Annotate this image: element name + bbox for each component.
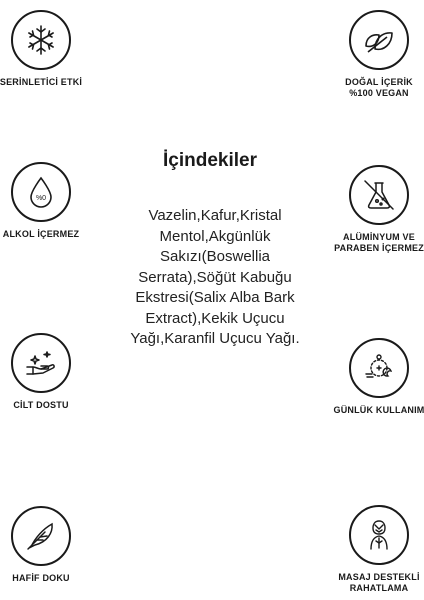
leaves-icon: [361, 22, 397, 58]
badge-light: [0, 506, 96, 584]
badge-natural-label: DOĞAL İÇERİK %100 VEGAN: [345, 77, 413, 98]
badge-cooling-label: SERİNLETİCİ ETKİ: [0, 77, 83, 87]
drop-percent-icon: [23, 174, 59, 210]
flask-crossed-icon: [361, 177, 397, 213]
badge-cooling: [0, 10, 96, 88]
badge-skin-label: CİLT DOSTU: [13, 400, 69, 410]
snowflake-icon: [23, 22, 59, 58]
ingredients-title: İçindekiler: [163, 150, 257, 171]
badge-massage: [324, 505, 424, 594]
hand-icon: [23, 345, 59, 381]
badge-massage-label: MASAJ DESTEKLİ RAHATLAMA: [338, 572, 420, 593]
svg-text:%0: %0: [35, 195, 47, 202]
badge-aluminium-label: ALÜMİNYUM VE PARABEN İÇERMEZ: [334, 232, 424, 253]
badge-daily-label: GÜNLÜK KULLANIM: [333, 405, 424, 415]
badge-light-label: HAFİF DOKU: [12, 573, 70, 583]
badge-skin: [0, 333, 96, 411]
badge-daily: [324, 338, 424, 416]
badge-alcohol: [0, 162, 96, 240]
badge-alcohol-label: ALKOL İÇERMEZ: [2, 229, 80, 239]
feather-icon: [23, 518, 59, 554]
badge-natural: [324, 10, 424, 99]
day-cycle-icon: [361, 350, 397, 386]
badge-aluminium: [324, 165, 424, 254]
massage-back-icon: [361, 517, 397, 553]
ingredients-text: Vazelin,Kafur,Kristal Mentol,Akgünlük Sakızı(Boswellia Serrata),Söğüt Kabuğu Ekstresi(Salix Alba Bark Extract),Kekik Uçucu Yağı,Karanfil Uçucu Yağı.: [130, 207, 300, 347]
